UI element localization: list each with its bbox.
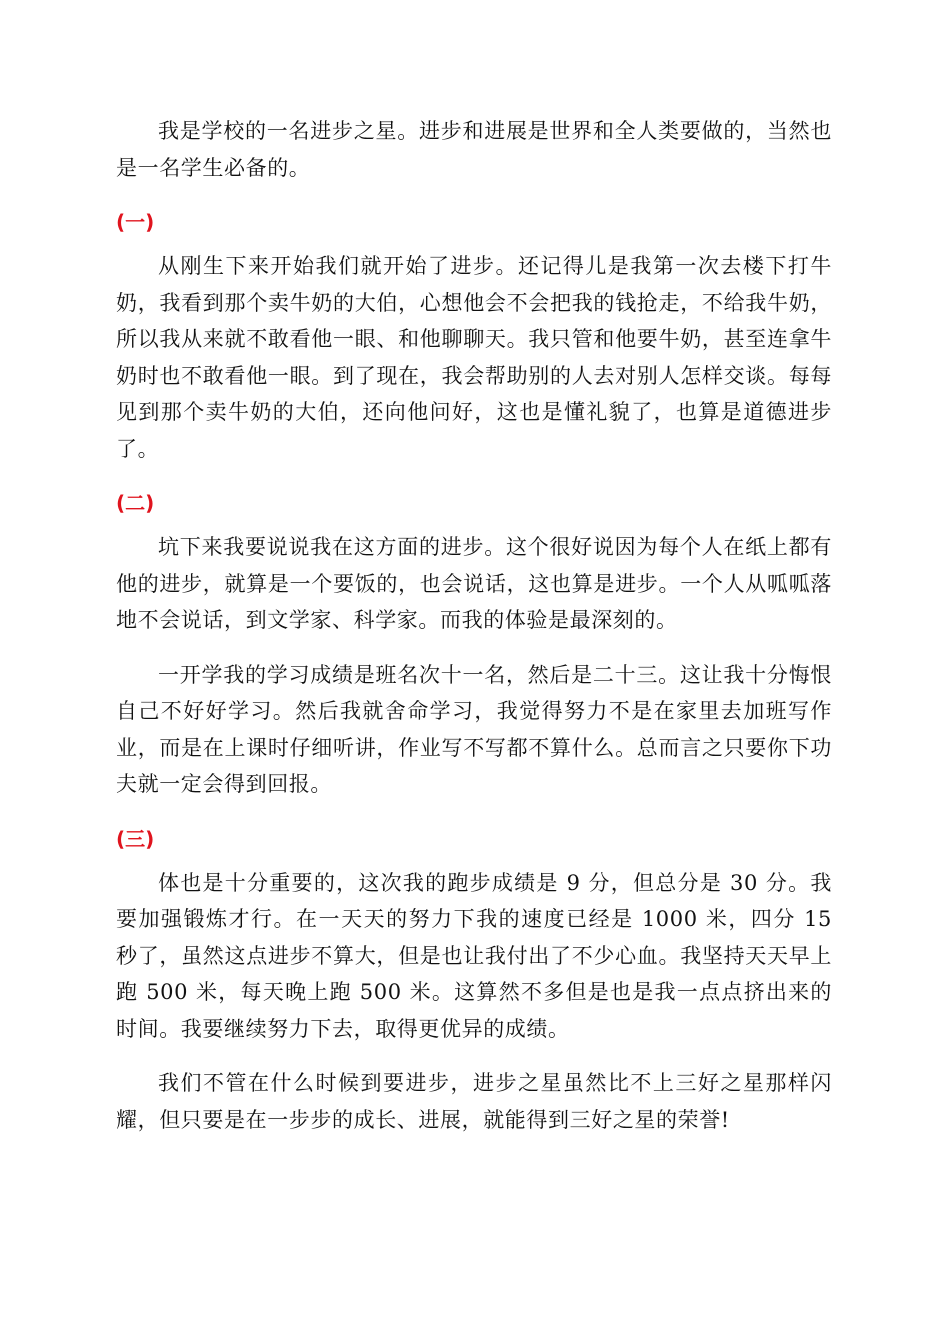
closing-paragraph: 我们不管在什么时候到要进步，进步之星虽然比不上三好之星那样闪耀，但只要是在一步步的成长、进展，就能得到三好之星的荣誉! — [116, 1071, 832, 1132]
section-1-paragraph-1: 从刚生下来开始我们就开始了进步。还记得儿是我第一次去楼下打牛奶，我看到那个卖牛奶的大伯，心想他会不会把我的钱抢走，不给我牛奶，所以我从来就不敢看他一眼、和他聊聊天。我只管和他要牛奶，甚至连拿牛奶时也不敢看他一眼。到了现在，我会帮助别的人去对别人怎样交谈。每每见到那个卖牛奶的大伯，还向他问好，这也是懂礼貌了，也算是道德进步了。 — [116, 254, 832, 461]
section-heading-2: (二) — [116, 491, 155, 515]
document-body — [116, 113, 832, 1138]
section-heading-3: (三) — [116, 826, 155, 851]
section-2-paragraph-1: 坑下来我要说说我在这方面的进步。这个很好说因为每个人在纸上都有他的进步，就算是一个要饭的，也会说话，这也算是进步。一个人从呱呱落地不会说话，到文学家、科学家。而我的体验是最深刻的。 — [116, 535, 832, 632]
intro-paragraph: 我是学校的一名进步之星。进步和进展是世界和全人类要做的，当然也是一名学生必备的。 — [116, 119, 832, 180]
section-heading-1: (一) — [116, 210, 155, 234]
section-2-paragraph-2: 一开学我的学习成绩是班名次十一名，然后是二十三。这让我十分悔恨自己不好好学习。然后我就舍命学习，我觉得努力不是在家里去加班写作业，而是在上课时仔细听讲，作业写不写都不算什么。总而言之只要你下功夫就一定会得到回报。 — [116, 662, 832, 796]
section-3-paragraph-1: 体也是十分重要的，这次我的跑步成绩是 9 分，但总分是 30 分。我要加强锻炼才行。在一天天的努力下我的速度已经是 1000 米，四分 15 秒了，虽然这点进步不算大，但是也让我付出了不少心血。我坚持天天早上跑 500 米，每天晚上跑 500 米。这算然不多但是也是我一点点挤出来的时间。我要继续努力下去，取得更优异的成绩。 — [116, 870, 832, 1041]
